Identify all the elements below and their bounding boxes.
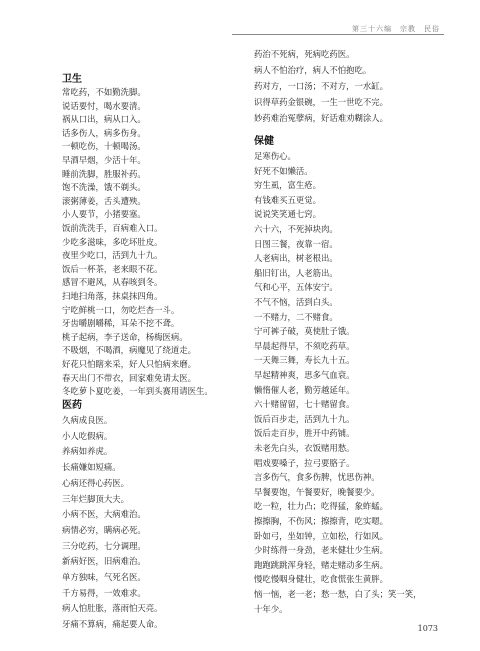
proverb-line: 病人不怕治疗，病人不怕抱吃。 (254, 65, 372, 75)
proverb-line: 养病如养虎。 (62, 446, 113, 457)
proverb-line: 常吃药，不如勤洗脚。 (62, 87, 146, 97)
proverb-line: 有钱难买五更觉。 (254, 194, 321, 205)
proverb-line: 饭后百步走，活到九十九。 (254, 413, 355, 424)
proverb-line: 吃一粒，壮力凸；吃得猛，象蚱蜢。 (254, 501, 388, 512)
proverb-line: 单方独味，气死名医。 (62, 572, 146, 582)
proverb-line: 人老病出，树老根出。 (254, 253, 338, 264)
header-rule (232, 34, 444, 35)
proverb-line: 话多伤人，病多伤身。 (62, 127, 146, 138)
proverb-line: 心病还得心药医。 (62, 477, 129, 488)
proverb-line: 擦擦胸，不伤风；擦擦背，吃实嗯。 (254, 516, 388, 526)
proverb-line: 三分吃药，七分调理。 (62, 540, 146, 551)
section-title-health-care: 保健 (254, 136, 274, 147)
proverb-line: 感冒不避风，从春咳到冬。 (62, 277, 163, 288)
proverb-line: 牙痛不算病，痛起要人命。 (62, 619, 163, 630)
proverb-line: 长痛嫌如短痛。 (62, 462, 121, 473)
proverb-line: 不吸烟，不喝酒，病魔见了绕道走。 (62, 345, 196, 356)
proverb-line: 船旧钉出，人老筋出。 (254, 267, 338, 278)
proverb-line: 识得草药金银碗，一生一世吃不完。 (254, 97, 388, 107)
proverb-line: 病情必穷，瞒病必死。 (62, 524, 146, 535)
proverb-line: 好死不如懒活。 (254, 165, 313, 176)
proverb-line: 小病不医，大病难治。 (62, 509, 146, 520)
proverb-line: 六十赌留留，七十赌留食。 (254, 399, 355, 410)
proverb-line: 好花只怕瞎来采，好人只怕病来磨。 (62, 359, 196, 369)
running-head: 第三十六编 宗教 民俗 (352, 25, 440, 33)
proverb-line: 卧如弓，坐如钟，立如松，行如风。 (254, 530, 388, 541)
proverb-line: 足寒伤心。 (254, 151, 296, 161)
proverb-line: 一天舞三舞，寿长九十五。 (254, 355, 355, 366)
proverb-line: 说说笑笑通七窍。 (254, 209, 321, 220)
proverb-line: 饱不洗澡，饿不剃头。 (62, 182, 146, 193)
proverb-line: 少时练得一身劲，老来健壮少生病。 (254, 545, 388, 556)
proverb-line: 千方易得，一效难求。 (62, 587, 146, 598)
proverb-line: 夜里少吃口，活到九十九。 (62, 250, 163, 261)
proverb-line: 不气不恼，活到白头。 (254, 297, 338, 307)
proverb-line: 少吃多滋味，多吃坏肚皮。 (62, 236, 163, 247)
proverb-line: 桃子起病，李子送命，杨梅医病。 (62, 331, 188, 342)
proverb-line: 扫地扫角落，抹桌抹四角。 (62, 291, 163, 301)
proverb-line: 唱戏要嗓子，拉弓要胳子。 (254, 457, 355, 468)
proverb-line: 妙药难治冤孽病，好话难劝糊涂人。 (254, 113, 388, 123)
page-number: 1073 (417, 624, 438, 633)
proverb-line: 药对方，一口汤；不对方，一水缸。 (254, 81, 388, 91)
proverb-line: 久病成良医。 (62, 415, 113, 425)
proverb-line: 早起精神爽，思多气血衰。 (254, 370, 355, 380)
proverb-line: 未老先白头，衣饭赌用愁。 (254, 443, 355, 453)
proverb-line: 早晨起得早，不须吃药草。 (254, 340, 355, 351)
proverb-line: 早酒早烟，少活十年。 (62, 155, 146, 165)
proverb-line: 宁吃鲜桃一口，勿吃烂杏一斗。 (62, 304, 180, 315)
proverb-line: 一不赌力，二不赌食。 (254, 311, 338, 322)
proverb-line: 恼一恼，老一老；愁一愁，白了头；笑一笑， (254, 589, 422, 599)
section-title-medicine: 医药 (62, 400, 82, 411)
proverb-line: 新病好医，旧病难治。 (62, 556, 146, 567)
proverb-line: 冬吃萝卜夏吃姜，一年到头赛用请医生。 (62, 386, 213, 397)
proverb-line: 小人吃假病。 (62, 430, 113, 441)
proverb-line: 六十六，不死掉块肉。 (254, 224, 338, 234)
proverb-line: 饭前洗洗手，百病难入口。 (62, 223, 163, 233)
section-title-hygiene: 卫生 (62, 74, 82, 85)
proverb-line: 说话要忖，喝水要清。 (62, 100, 146, 111)
proverb-line: 小人要节，小猪要塞。 (62, 209, 146, 220)
proverb-line: 十年少。 (254, 603, 288, 614)
proverb-line: 病人怕肚胀，落雨怕天亮。 (62, 603, 163, 614)
proverb-line: 日图三餐，夜靠一宿。 (254, 238, 338, 249)
proverb-line: 跑跑跳跳浑身轻，赌走赌动多生病。 (254, 559, 388, 570)
proverb-line: 懒惰催人老，勤劳越延年。 (254, 384, 355, 395)
proverb-line: 药治不死病，死病吃药医。 (254, 49, 355, 59)
proverb-line: 早餐要饱，午餐要好，晚餐要少。 (254, 486, 380, 497)
proverb-line: 祸从口出，病从口入。 (62, 114, 146, 125)
proverb-line: 春天出门不带衣，回家难免请太医。 (62, 372, 196, 383)
proverb-line: 牙齿嚼剧嚼稀，耳朵不挖不聋。 (62, 318, 180, 329)
proverb-line: 滚粥薄姜，舌头遭殃。 (62, 195, 146, 206)
proverb-line: 气和心平，五体安宁。 (254, 282, 338, 293)
proverb-line: 三年烂脚顶大夫。 (62, 493, 129, 504)
proverb-line: 饭后一杯茶，老来眼不花。 (62, 263, 163, 274)
proverb-line: 饭后走百步，胜开中药铺。 (254, 428, 355, 439)
proverb-line: 言多伤气，食多伤脾，忧思伤神。 (254, 472, 380, 483)
proverb-line: 宁可裤子破，莫使肚子饿。 (254, 326, 355, 337)
proverb-line: 慢吃慢咽身健壮，吃食慌张生黄胖。 (254, 574, 388, 585)
proverb-line: 穷生虱，富生疮。 (254, 180, 321, 191)
proverb-line: 一顿吃伤，十顿喝汤。 (62, 141, 146, 152)
proverb-line: 睡前洗脚，胜服补药。 (62, 168, 146, 179)
